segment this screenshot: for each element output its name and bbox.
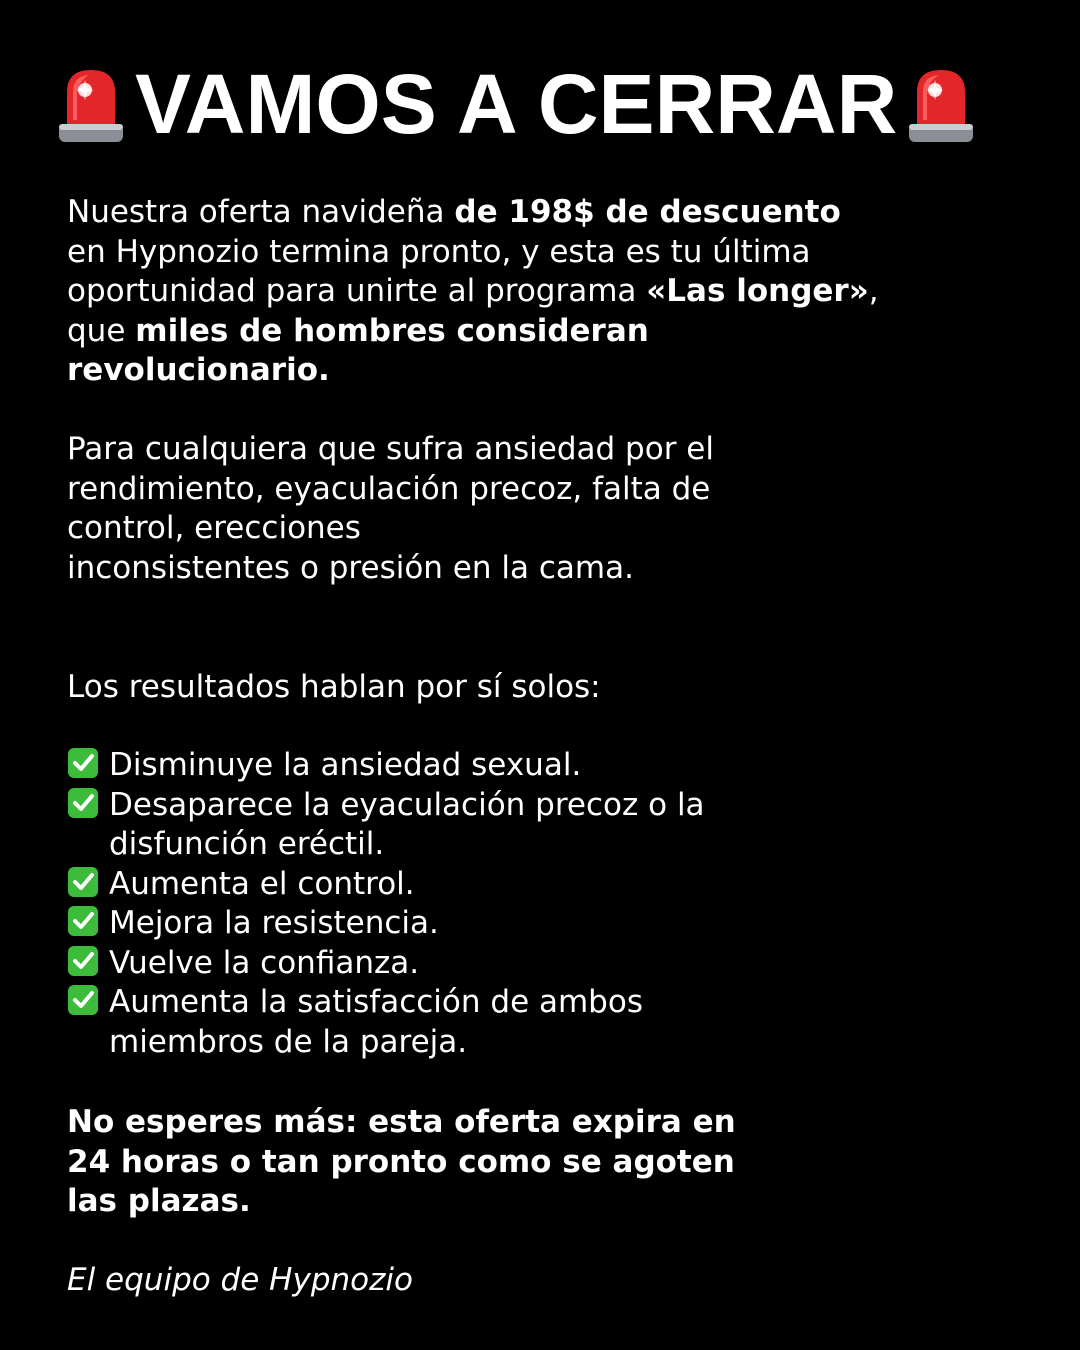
result-text: Vuelve la confianza.	[109, 944, 420, 981]
result-text: Aumenta el control.	[109, 865, 415, 902]
result-text: Aumenta la satisfacción de ambos miembros de la pareja.	[109, 984, 643, 1060]
cta-paragraph	[67, 1103, 736, 1222]
intro-text-3: , que	[67, 273, 879, 349]
check-mark-button-icon	[67, 866, 99, 898]
results-intro: Los resultados hablan por sí solos:	[67, 669, 601, 705]
headline	[55, 57, 977, 151]
audience-line-1: Para cualquiera que sufra ansiedad por el rendimiento, eyaculación precoz, falta de control, erecciones	[67, 431, 714, 546]
audience-line-2: inconsistentes o presión en la cama.	[67, 549, 634, 586]
rotating-light-siren-icon	[55, 62, 127, 146]
result-text: Mejora la resistencia.	[109, 905, 439, 941]
cta-line-2: 24 horas o tan pronto como se agoten	[67, 1143, 735, 1180]
signature: El equipo de Hypnozio	[67, 1262, 413, 1298]
intro-text-2: en Hypnozio termina pronto, y esta es tu última oportunidad para unirte al programa	[67, 233, 811, 309]
cta-line-1: No esperes más: esta oferta expira en	[67, 1104, 736, 1140]
intro-claim: miles de hombres consideran revolucionario.	[67, 312, 649, 388]
audience-paragraph	[67, 430, 887, 588]
intro-discount: de 198$ de descuento	[454, 194, 841, 230]
check-mark-button-icon	[67, 984, 99, 1016]
result-text: Disminuye la ansiedad sexual.	[109, 747, 582, 783]
intro-program-name: «Las longer»	[646, 273, 869, 309]
check-mark-button-icon	[67, 945, 99, 977]
list-item	[67, 865, 749, 905]
rotating-light-siren-icon	[905, 62, 977, 146]
results-list	[67, 746, 749, 1062]
intro-paragraph	[67, 193, 887, 391]
list-item	[67, 786, 749, 865]
cta-line-3: las plazas.	[67, 1183, 251, 1219]
list-item	[67, 983, 749, 1062]
check-mark-button-icon	[67, 905, 99, 937]
list-item	[67, 746, 749, 786]
headline-title: VAMOS A CERRAR	[135, 57, 898, 151]
list-item	[67, 944, 749, 984]
check-mark-button-icon	[67, 747, 99, 779]
result-text: Desaparece la eyaculación precoz o la disfunción eréctil.	[109, 786, 705, 862]
check-mark-button-icon	[67, 787, 99, 819]
intro-text-1: Nuestra oferta navideña	[67, 194, 455, 230]
list-item	[67, 904, 749, 944]
